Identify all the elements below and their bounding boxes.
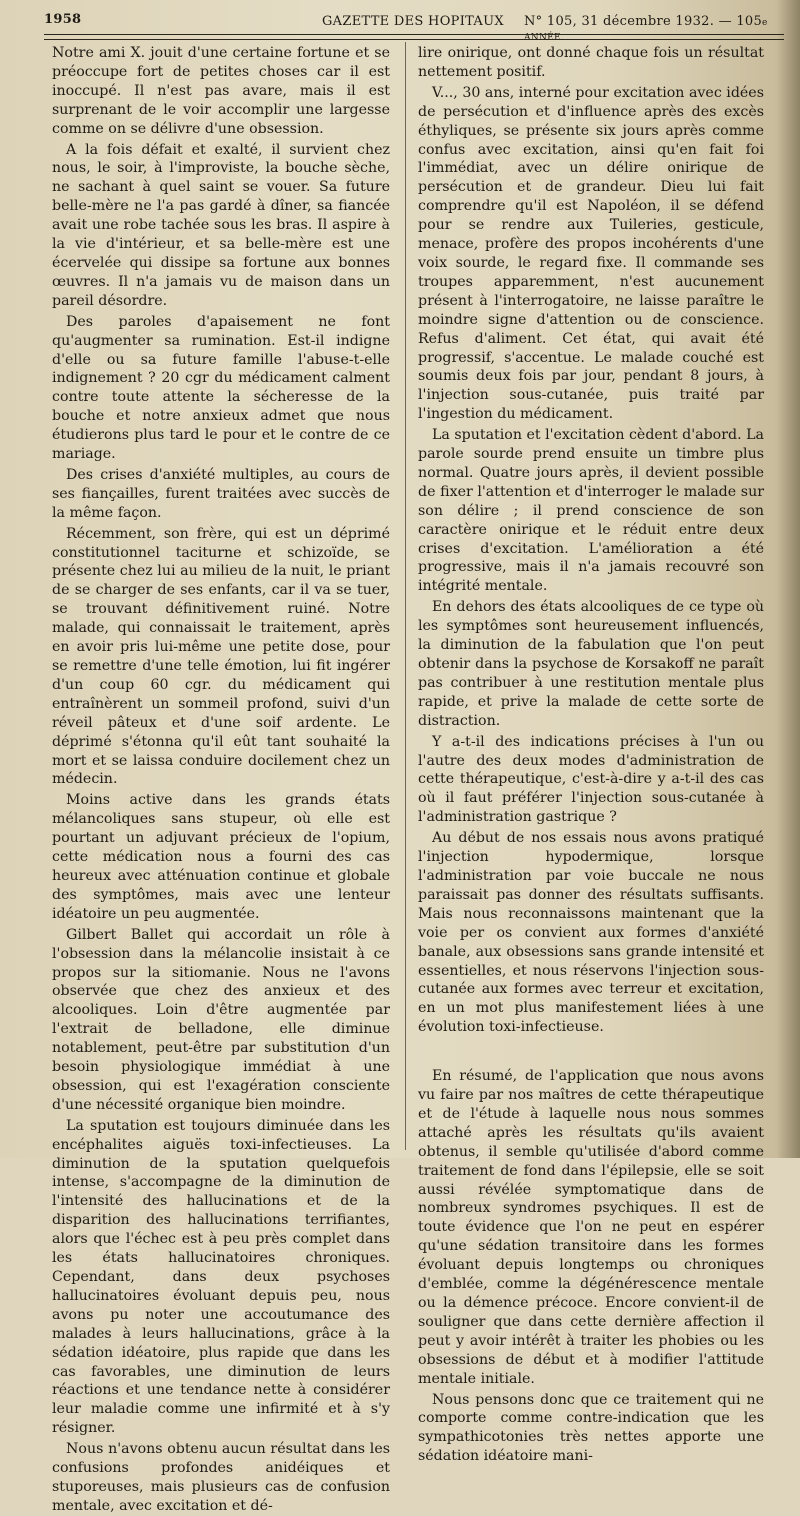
- paragraph: Notre ami X. jouit d'une certaine fortune et se préoccupe fort de petites choses car il est inoccupé. Il n'est pas avare, mais il est surprenant de le voir accomplir une largesse comme on se délivre d'une obsession.: [52, 45, 390, 137]
- paragraph: En dehors des états alcooliques de ce type où les symptômes sont heureusement influencés, la diminution de la fabulation que l'on peut obtenir dans la psychose de Korsakoff ne paraît pas contribuer à une restitution mentale plus rapide, et prive la malade de cette sorte de distraction.: [418, 599, 764, 729]
- paragraph: Gilbert Ballet qui accordait un rôle à l'obsession dans la mélancolie insistait à ce propos sur la sitiomanie. Nous ne l'avons observée que chez des anxieux et des alcooliques. Loin d'être augmentée par l'extrait de belladone, elle diminue notablement, peut-être par substitution d'un besoin physiologique immédiat à une obsession, qui est l'exagération consciente d'une nécessité organique bien moindre.: [52, 926, 390, 1113]
- paragraph: Y a-t-il des indications précises à l'un ou l'autre des deux modes d'administration de cette thérapeutique, c'est-à-dire y a-t-il des cas où il faut préférer l'injection sous-cutanée à l'administration gastrique ?: [418, 733, 764, 826]
- paragraph: La sputation et l'excitation cèdent d'abord. La parole sourde prend ensuite un timbre plus normal. Quatre jours après, il devient possible de fixer l'attention et d'interroger le malade sur son délire ; il prend conscience de son caractère onirique et le réduit entre deux crises d'excitation. L'amélioration a été progressive, mais il n'a jamais recouvré son intégrité mentale.: [418, 427, 764, 595]
- paragraph: Nous n'avons obtenu aucun résultat dans les confusions profondes anidéiques et stuporeuses, mais plusieurs cas de confusion mentale, avec excitation et dé-: [52, 1441, 390, 1514]
- paragraph: lire onirique, ont donné chaque fois un résultat nettement positif.: [418, 45, 764, 80]
- header-rule: [44, 34, 784, 40]
- paragraph: V..., 30 ans, interné pour excitation avec idées de persécution et d'influence après des excès éthyliques, se présente six jours après comme confus avec excitation, ainsi qu'en fait foi l'immédiat, avec un délire onirique de persécution et de grandeur. Dieu lui fait comprendre qu'il est Napoléon, il se défend pour se rendre aux Tuileries, gesticule, menace, profère des propos incohérents d'une voix sourde, le regard fixe. Il commande ses troupes apparemment, n'est aucunement présent à l'interrogatoire, ne laisse paraître le moindre signe d'attention ou de conscience. Refus d'aliment. Cet état, qui avait été progressif, s'accentue. Le malade couché est soumis deux fois par jour, pendant 8 jours, à l'injection sous-cutanée, puis traité par l'ingestion du médicament.: [418, 84, 764, 423]
- right-column: [418, 44, 764, 1465]
- page-number: 1958: [44, 12, 82, 27]
- journal-title: GAZETTE DES HOPITAUX: [322, 14, 504, 29]
- paragraph: La sputation est toujours diminuée dans les encéphalites aiguës toxi-infectieuses. La diminution de la sputation quelquefois intense, s'accompagne de la diminution de l'intensité des hallucinations et de la disparition des hallucinations terrifiantes, alors que l'échec est à peu près complet dans les états hallucinatoires chroniques. Cependant, dans deux psychoses hallucinatoires évoluant depuis peu, nous avons pu noter une accoutumance des malades à leurs hallucinations, grâce à la sédation idéatoire, plus rapide que dans les cas favorables, une diminution de leurs réactions et une tendance nette à considérer leur maladie comme une infirmité et à s'y résigner.: [52, 1117, 390, 1437]
- paragraph: Nous pensons donc que ce traitement qui ne comporte comme contre-indication que les sympathicotonies très nettes apporte une sédation idéatoire mani-: [418, 1391, 764, 1465]
- paragraph: Récemment, son frère, qui est un déprimé constitutionnel taciturne et schizoïde, se présente chez lui au milieu de la nuit, le priant de se charger de ses enfants, car il va se tuer, se trouvant définitivement ruiné. Notre malade, qui connaissait le traitement, après en avoir pris lui-même une petite dose, pour se remettre d'une telle émotion, lui fit ingérer d'un coup 60 cgr. du médicament qui entraînèrent un sommeil profond, suivi d'un réveil pâteux et d'une soif ardente. Le déprimé s'étonna qu'il eût tant souhaité la mort et se laissa conduire docilement chez un médecin.: [52, 525, 390, 788]
- paragraph: En résumé, de l'application que nous avons vu faire par nos maîtres de cette thérapeutique et de l'étude à laquelle nous nous sommes attaché après les résultats qu'ils avaient obtenus, il semble qu'utilisée d'abord comme traitement de fond dans l'épilepsie, elle se soit aussi révélée symptomatique dans de nombreux syndromes psychiques. Il est de toute évidence que l'on ne peut en espérer qu'une sédation transitoire dans les formes évoluant depuis longtemps ou chroniques d'emblée, comme la dégénérescence mentale ou la démence précoce. Encore convient-il de souligner que dans cette dernière affection il peut y avoir intérêt à traiter les phobies ou les obsessions de début et à modifier l'attitude mentale initiale.: [418, 1068, 764, 1387]
- paragraph: Des crises d'anxiété multiples, au cours de ses fiançailles, furent traitées avec succès de la même façon.: [52, 466, 390, 521]
- paragraph: Moins active dans les grands états mélancoliques sans stupeur, où elle est pourtant un adjuvant précieux de l'opium, cette médication nous a fourni des cas heureux avec atténuation continue et globale des symptômes, mais avec une lenteur idéatoire un peu augmentée.: [52, 792, 390, 922]
- issue-year-suffix: e ANNÉE.: [524, 18, 768, 43]
- paragraph: A la fois défait et exalté, il survient chez nous, le soir, à l'improviste, la bouche sèche, ne sachant à quel saint se vouer. Sa future belle-mère ne l'a pas gardé à dîner, sa fiancée avait une robe tachée sous les bras. Il aspire à la vie d'intérieur, et sa belle-mère est une écervelée qui dissipe sa fortune aux bonnes œuvres. Il n'a jamais vu de maison dans un pareil désordre.: [52, 141, 390, 309]
- running-header: [44, 12, 784, 43]
- paragraph: Des paroles d'apaisement ne font qu'augmenter sa rumination. Est-il indigne d'elle ou sa future famille l'abuse-t-elle indignement ? 20 cgr du médicament calment contre toute attente la sécheresse de la bouche et notre anxieux admet que nous étudierons plus tard le pour et le contre de ce mariage.: [52, 313, 390, 463]
- issue-date: N° 105, 31 décembre 1932. — 105: [524, 14, 763, 29]
- paragraph: Au début de nos essais nous avons pratiqué l'injection hypodermique, lorsque l'administration par voie buccale ne nous paraissait pas donner des résultats suffisants. Mais nous reconnaissons maintenant que la voie per os convient aux formes d'anxiété banale, aux obsessions sans grande intensité et essentielles, et nous réservons l'injection sous-cutanée aux formes avec terreur et excitation, en un mot plus manifestement liées à une évolution toxi-infectieuse.: [418, 830, 764, 1036]
- column-divider: [405, 42, 406, 1150]
- left-column: [52, 44, 390, 1514]
